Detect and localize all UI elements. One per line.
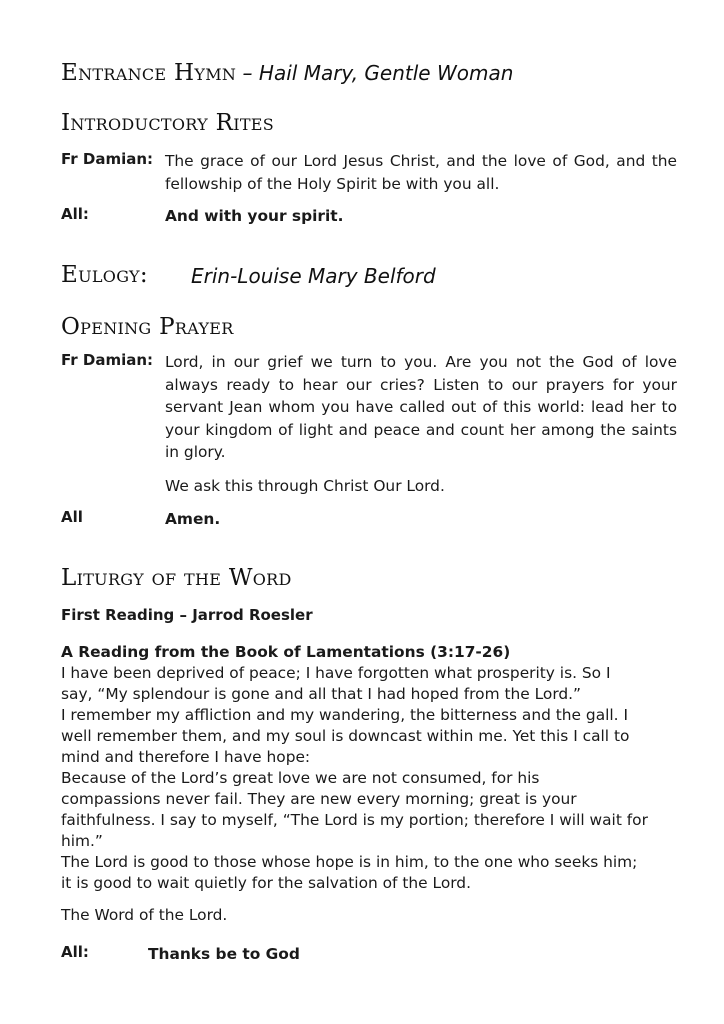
dialogue-row: [61, 943, 681, 967]
reading-block: [61, 642, 691, 894]
reading-line: Because of the Lord’s great love we are not consumed, for his: [61, 769, 540, 787]
reading-line: it is good to wait quietly for the salvation of the Lord.: [61, 874, 471, 892]
prayer-conclusion: We ask this through Christ Our Lord.: [165, 477, 445, 495]
reading-line: him.”: [61, 832, 103, 850]
reading-line: mind and therefore I have hope:: [61, 748, 311, 766]
introductory-rites-heading: Introductory Rites: [61, 110, 275, 136]
reading-line: faithfulness. I say to myself, “The Lord is my portion; therefore I will wait for: [61, 811, 648, 829]
speaker-label: All:: [61, 943, 89, 961]
dialogue-row: [61, 205, 681, 229]
eulogy-heading: [61, 262, 436, 288]
reading-line: I remember my affliction and my wandering, the bitterness and the gall. I: [61, 706, 628, 724]
reading-line: well remember them, and my soul is downcast within me. Yet this I call to: [61, 727, 630, 745]
speaker-label: All: [61, 508, 83, 526]
speaker-label: Fr Damian:: [61, 150, 154, 168]
first-reading-label: First Reading – Jarrod Roesler: [61, 606, 313, 624]
reading-line: say, “My splendour is gone and all that I had hoped from the Lord.”: [61, 685, 582, 703]
response-text: Thanks be to God: [148, 945, 300, 963]
reading-line: I have been deprived of peace; I have forgotten what prosperity is. So I: [61, 664, 611, 682]
response-text: Amen.: [165, 510, 221, 528]
reading-title: A Reading from the Book of Lamentations (3:17-26): [61, 643, 511, 661]
heading-dash: –: [236, 61, 259, 85]
liturgy-of-the-word-heading: Liturgy of the Word: [61, 565, 292, 591]
eulogist-name: Erin-Louise Mary Belford: [191, 264, 436, 288]
section-heading-label: Eulogy:: [61, 262, 148, 288]
entrance-hymn-heading: [61, 60, 513, 86]
response-text: And with your spirit.: [165, 207, 344, 225]
section-heading-label: Entrance Hymn: [61, 60, 237, 86]
speaker-text: The grace of our Lord Jesus Christ, and the love of God, and the fellowship of the Holy Spirit be with you all.: [165, 152, 677, 193]
reading-line: The Lord is good to those whose hope is in him, to the one who seeks him;: [61, 853, 638, 871]
opening-prayer-heading: Opening Prayer: [61, 314, 234, 340]
speaker-label: All:: [61, 205, 89, 223]
reading-line: compassions never fail. They are new every morning; great is your: [61, 790, 577, 808]
dialogue-row: [61, 150, 681, 200]
speaker-label: Fr Damian:: [61, 351, 154, 369]
reading-closing: The Word of the Lord.: [61, 906, 228, 924]
dialogue-row: [61, 351, 681, 495]
prayer-text: Lord, in our grief we turn to you. Are you not the God of love always ready to hear our cries? Listen to our prayers for your servant Jean whom you have called out of this world: lead her to your kingdom of light and peace and count her among the saints in glory.: [165, 353, 677, 461]
hymn-title: Hail Mary, Gentle Woman: [258, 61, 514, 85]
dialogue-row: [61, 508, 681, 532]
